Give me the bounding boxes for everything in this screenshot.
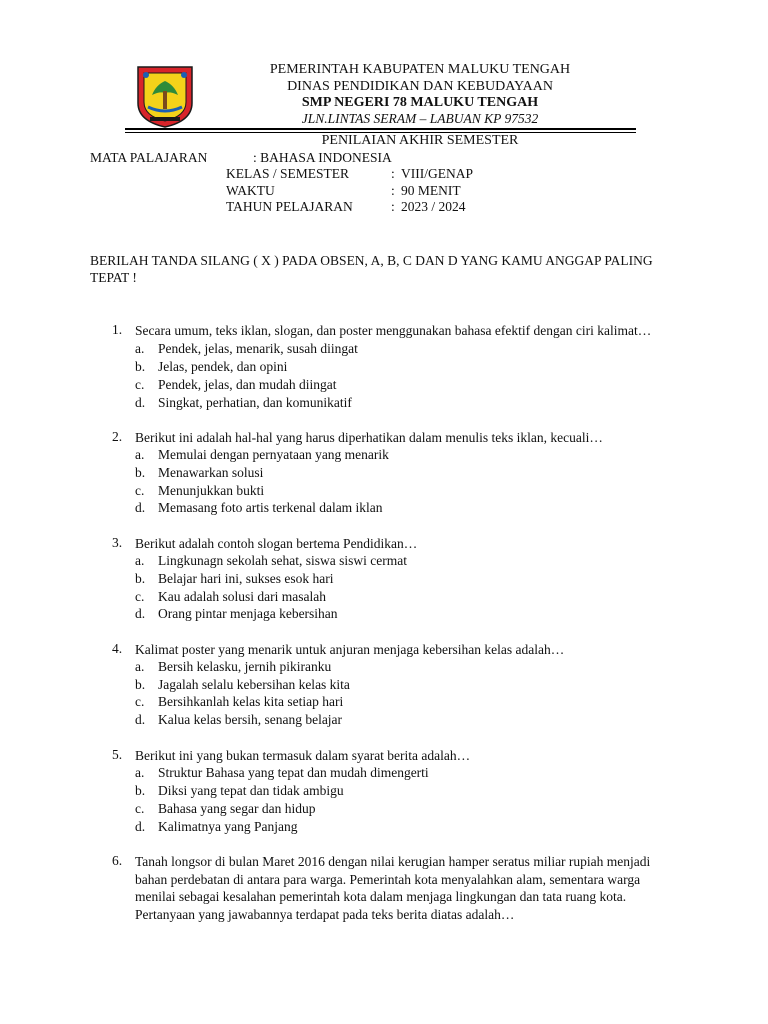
header-rule-thick bbox=[125, 128, 636, 130]
option-letter: c. bbox=[135, 483, 145, 498]
subject-value: : BAHASA INDONESIA bbox=[253, 150, 392, 165]
question-number: 1. bbox=[112, 322, 123, 337]
option-text: Kau adalah solusi dari masalah bbox=[158, 589, 326, 604]
option-letter: b. bbox=[135, 571, 146, 586]
option-text: Pendek, jelas, menarik, susah diingat bbox=[158, 341, 358, 356]
option-letter: b. bbox=[135, 783, 146, 798]
header-government: PEMERINTAH KABUPATEN MALUKU TENGAH bbox=[269, 62, 571, 77]
option-text: Menawarkan solusi bbox=[158, 465, 264, 480]
question-number: 4. bbox=[112, 641, 123, 656]
question-text: Berikut ini yang bukan termasuk dalam syarat berita adalah… bbox=[135, 748, 471, 763]
question-text: Berikut ini adalah hal-hal yang harus diperhatikan dalam menulis teks iklan, kecuali… bbox=[135, 430, 603, 445]
class-value: VIII/GENAP bbox=[401, 166, 473, 181]
time-label: WAKTU bbox=[226, 183, 275, 198]
option-text: Lingkunagn sekolah sehat, siswa siswi cermat bbox=[158, 553, 407, 568]
option-text: Bersihkanlah kelas kita setiap hari bbox=[158, 694, 344, 709]
year-colon: : bbox=[391, 199, 395, 214]
option-text: Kalimatnya yang Panjang bbox=[158, 819, 298, 834]
question-number: 5. bbox=[112, 747, 123, 762]
question-number: 3. bbox=[112, 535, 123, 550]
option-letter: c. bbox=[135, 801, 145, 816]
time-colon: : bbox=[391, 183, 395, 198]
option-letter: d. bbox=[135, 500, 146, 515]
question-text: Secara umum, teks iklan, slogan, dan poster menggunakan bahasa efektif dengan ciri kalimat… bbox=[135, 323, 652, 338]
option-letter: c. bbox=[135, 377, 145, 392]
option-letter: b. bbox=[135, 677, 146, 692]
question-text: Tanah longsor di bulan Maret 2016 dengan nilai kerugian hamper seratus miliar rupiah menjadi bahan perdebatan di antara para warga. Pemerintah kota menyalahkan alam, sementara warga menilai sebagai kesalahan pemerintah kota dalam menjaga lingkungan dan tata ruang kota. Pertanyaan yang jawabannya terdapat pada teks berita diatas adalah… bbox=[135, 854, 651, 922]
option-text: Struktur Bahasa yang tepat dan mudah dimengerti bbox=[158, 765, 429, 780]
subject-label: MATA PALAJARAN bbox=[90, 150, 208, 165]
regency-coat-of-arms-icon bbox=[134, 63, 196, 129]
option-letter: c. bbox=[135, 589, 145, 604]
option-text: Diksi yang tepat dan tidak ambigu bbox=[158, 783, 344, 798]
option-letter: c. bbox=[135, 694, 145, 709]
question-text: Kalimat poster yang menarik untuk anjuran menjaga kebersihan kelas adalah… bbox=[135, 642, 565, 657]
option-text: Pendek, jelas, dan mudah diingat bbox=[158, 377, 337, 392]
option-text: Bahasa yang segar dan hidup bbox=[158, 801, 316, 816]
class-label: KELAS / SEMESTER bbox=[226, 166, 350, 181]
option-letter: a. bbox=[135, 553, 145, 568]
option-letter: d. bbox=[135, 395, 146, 410]
option-letter: a. bbox=[135, 341, 145, 356]
option-text: Memulai dengan pernyataan yang menarik bbox=[158, 447, 389, 462]
option-letter: a. bbox=[135, 659, 145, 674]
option-text: Menunjukkan bukti bbox=[158, 483, 265, 498]
question-number: 6. bbox=[112, 853, 123, 868]
class-colon: : bbox=[391, 166, 395, 181]
option-letter: a. bbox=[135, 447, 145, 462]
header-department: DINAS PENDIDIKAN DAN KEBUDAYAAN bbox=[287, 79, 553, 94]
option-text: Belajar hari ini, sukses esok hari bbox=[158, 571, 334, 586]
exam-title: PENILAIAN AKHIR SEMESTER bbox=[321, 133, 519, 148]
time-value: 90 MENIT bbox=[401, 183, 461, 198]
header-school: SMP NEGERI 78 MALUKU TENGAH bbox=[301, 95, 539, 110]
option-text: Bersih kelasku, jernih pikiranku bbox=[158, 659, 332, 674]
year-label: TAHUN PELAJARAN bbox=[226, 199, 353, 214]
instruction-text: BERILAH TANDA SILANG ( X ) PADA OBSEN, A, B, C DAN D YANG KAMU ANGGAP PALING TEPAT ! bbox=[90, 253, 653, 285]
option-text: Jelas, pendek, dan opini bbox=[158, 359, 288, 374]
option-letter: d. bbox=[135, 712, 146, 727]
option-text: Memasang foto artis terkenal dalam iklan bbox=[158, 500, 383, 515]
option-letter: d. bbox=[135, 606, 146, 621]
option-text: Jagalah selalu kebersihan kelas kita bbox=[158, 677, 350, 692]
question-text: Berikut adalah contoh slogan bertema Pendidikan… bbox=[135, 536, 418, 551]
header-address: JLN.LINTAS SERAM – LABUAN KP 97532 bbox=[301, 111, 539, 126]
option-letter: a. bbox=[135, 765, 145, 780]
option-text: Singkat, perhatian, dan komunikatif bbox=[158, 395, 352, 410]
option-letter: b. bbox=[135, 465, 146, 480]
option-letter: d. bbox=[135, 819, 146, 834]
option-letter: b. bbox=[135, 359, 146, 374]
option-text: Kalua kelas bersih, senang belajar bbox=[158, 712, 343, 727]
option-text: Orang pintar menjaga kebersihan bbox=[158, 606, 338, 621]
year-value: 2023 / 2024 bbox=[401, 199, 466, 214]
question-number: 2. bbox=[112, 429, 123, 444]
